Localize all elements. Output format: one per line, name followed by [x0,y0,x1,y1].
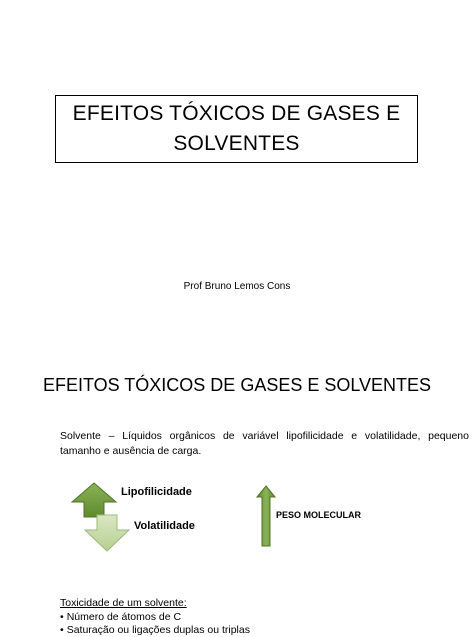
volatility-label: Volatilidade [134,520,195,532]
molecular-weight-arrow-icon [256,485,276,547]
title-box [55,95,418,163]
up-arrow-icon [70,482,118,518]
list-item: • Saturação ou ligações duplas ou triplas [60,624,250,637]
slide-2 [0,357,474,636]
slide-2-title: EFEITOS TÓXICOS DE GASES E SOLVENTES [42,375,432,395]
lipophilicity-label: Lipofilicidade [121,486,192,498]
author-name: Prof Bruno Lemos Cons [183,281,291,292]
toxicity-heading: Toxicidade de um solvente: [60,597,187,609]
slide-title: EFEITOS TÓXICOS DE GASES E SOLVENTES [72,102,401,155]
solvent-definition: Solvente – Líquidos orgânicos de variável lipofilicidade e volatilidade, pequeno tamanho e ausência de carga. [60,430,469,457]
list-item: • Número de átomos de C [60,611,250,624]
toxicity-list [60,611,250,637]
molecular-weight-label: PESO MOLECULAR [276,510,362,520]
down-arrow-icon [84,514,130,552]
